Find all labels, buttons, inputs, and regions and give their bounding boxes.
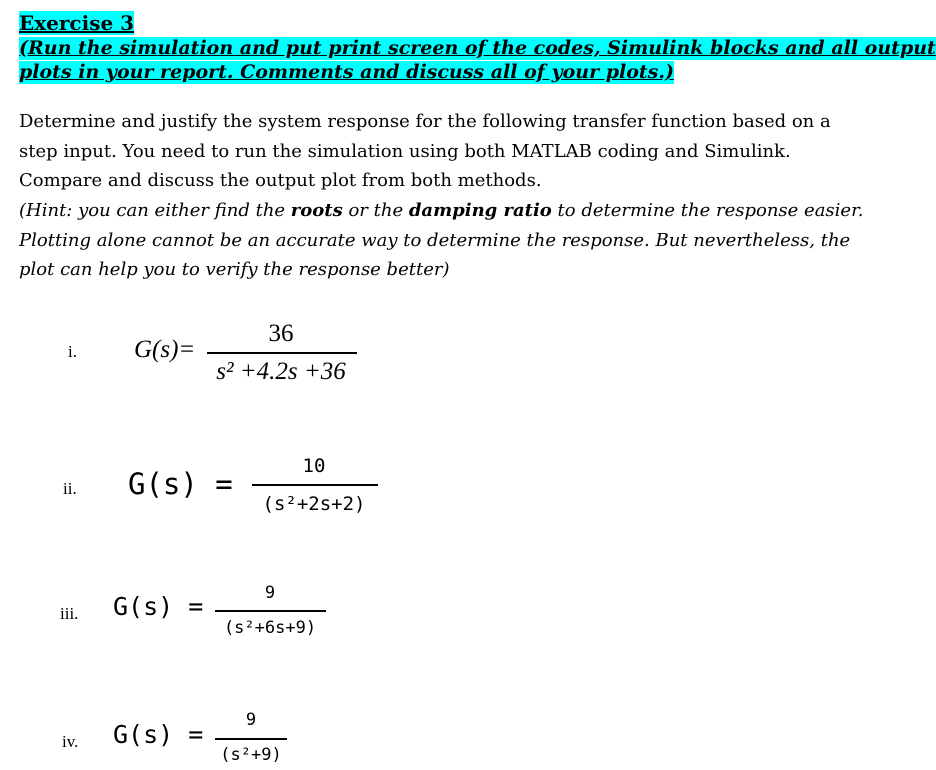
denominator-iv: (s²+9) — [220, 745, 282, 765]
numerator-ii: 10 — [302, 455, 326, 477]
fraction-bar-ii — [252, 484, 378, 486]
numerator-iv: 9 — [245, 710, 257, 730]
denominator-i: s² +4.2s +36 — [216, 358, 346, 385]
denominator-ii: (s²+2s+2) — [262, 493, 366, 515]
body-line-2: step input. You need to run the simulation using both MATLAB coding and Simulink. — [19, 140, 791, 162]
hint-text-e: to determine the response easier. — [551, 200, 864, 221]
fraction-bar-iv — [215, 738, 287, 740]
exercise-title: Exercise 3 — [19, 11, 135, 35]
hint-roots: roots — [290, 200, 343, 221]
fraction-bar-i — [207, 352, 357, 354]
hint-paragraph — [19, 196, 864, 285]
equation-label-iii: iii. — [60, 604, 79, 623]
numerator-iii: 9 — [264, 583, 276, 603]
equation-lhs-i: G(s)= — [134, 336, 196, 363]
denominator-iii: (s²+6s+9) — [223, 618, 317, 638]
hint-damping-ratio: damping ratio — [408, 200, 552, 221]
equation-lhs-iv: G(s) = — [113, 720, 204, 749]
instruction-line-1: (Run the simulation and put print screen of the codes, Simulink blocks and all output — [19, 37, 936, 59]
equation-label-ii: ii. — [63, 479, 77, 498]
hint-line-1 — [19, 196, 864, 226]
equation-label-i: i. — [68, 342, 77, 361]
equation-label-iv: iv. — [62, 732, 79, 751]
instruction-line-2: plots in your report. Comments and discuss all of your plots.) — [19, 61, 674, 83]
hint-text-a: (Hint: you can either find the — [19, 200, 291, 221]
numerator-i: 36 — [268, 320, 294, 347]
hint-line-2: Plotting alone cannot be an accurate way to determine the response. But nevertheless, the — [19, 229, 851, 251]
body-line-1: Determine and justify the system response for the following transfer function based on a — [19, 111, 831, 132]
hint-text-c: or the — [342, 200, 409, 221]
equation-lhs-ii: G(s) = — [128, 467, 233, 501]
body-line-3: Compare and discuss the output plot from both methods. — [19, 170, 542, 191]
hint-line-3: plot can help you to verify the response better) — [19, 259, 450, 280]
equation-lhs-iii: G(s) = — [113, 592, 204, 621]
body-paragraph — [19, 107, 831, 196]
fraction-bar-iii — [215, 610, 326, 612]
